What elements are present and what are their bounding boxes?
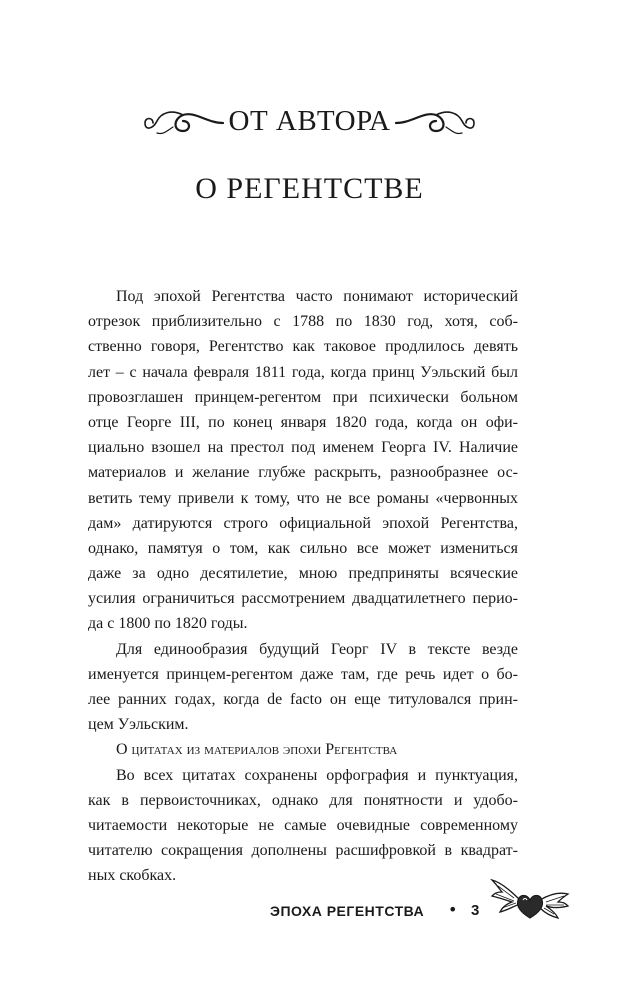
running-head: ЭПОХА РЕГЕНТСТВА: [270, 903, 425, 919]
text-line: материалов и желание глубже раскрыть, разнообразнее ос-: [88, 464, 518, 482]
text-line: читателю сокращения дополнены расшифровкой в квадрат-: [88, 842, 518, 860]
body-text: [88, 284, 518, 889]
page-number: 3: [471, 902, 480, 919]
text-line: да с 1800 по 1820 годы.: [88, 615, 248, 633]
text-line: отце Георге III, по конец января 1820 года, когда он офи-: [88, 413, 518, 431]
page-footer: [0, 890, 619, 950]
text-line: Во всех цитатах сохранены орфография и пунктуация,: [116, 766, 518, 784]
text-line: читаемости некоторые не самые очевидные современному: [88, 816, 518, 834]
text-line: даже за одно десятилетие, мною предприняты всяческие: [88, 565, 518, 583]
flourish-right-icon: [394, 101, 476, 141]
text-line: как в первоисточниках, однако для понятности и удобо-: [88, 791, 518, 809]
section-title: ОТ АВТОРА: [228, 104, 391, 137]
text-line: отрезок приблизительно с 1788 по 1830 год, хотя, соб-: [88, 313, 518, 331]
text-line: именуется принцем-регентом даже там, где речь идет о бо-: [88, 665, 518, 683]
text-line: Для единообразия будущий Георг IV в тексте везде: [116, 640, 518, 658]
text-line: лет – с начала февраля 1811 года, когда принц Уэльский был: [88, 363, 518, 381]
text-line: однако, памятуя о том, как сильно все может измениться: [88, 539, 518, 557]
subheading: О цитатах из материалов эпохи Регентства: [116, 741, 398, 759]
text-line: провозглашен принцем-регентом при психически больном: [88, 388, 518, 406]
flourish-left-icon: [143, 101, 225, 141]
footer-separator: •: [448, 900, 458, 919]
text-line: циально взошел на престол под именем Георга IV. Наличие: [88, 439, 518, 457]
chapter-title: О РЕГЕНТСТВЕ: [195, 172, 424, 205]
section-header: [0, 96, 619, 146]
text-line: ветить тему привели к тому, что не все романы «червонных: [88, 489, 518, 507]
text-line: ных скобках.: [88, 867, 177, 885]
winged-heart-icon: [490, 872, 570, 932]
text-line: Под эпохой Регентства часто понимают исторический: [116, 288, 518, 305]
text-line: цем Уэльским.: [88, 716, 189, 734]
text-line: дам» датируются строго официальной эпохой Регентства,: [88, 514, 518, 532]
text-line: лее ранних годах, когда de facto он еще титуловался прин-: [88, 691, 518, 708]
text-line: ственно говоря, Регентство как таковое продлилось девять: [88, 338, 518, 356]
text-line: усилия ограничиться рассмотрением двадцатилетнего перио-: [88, 590, 518, 608]
